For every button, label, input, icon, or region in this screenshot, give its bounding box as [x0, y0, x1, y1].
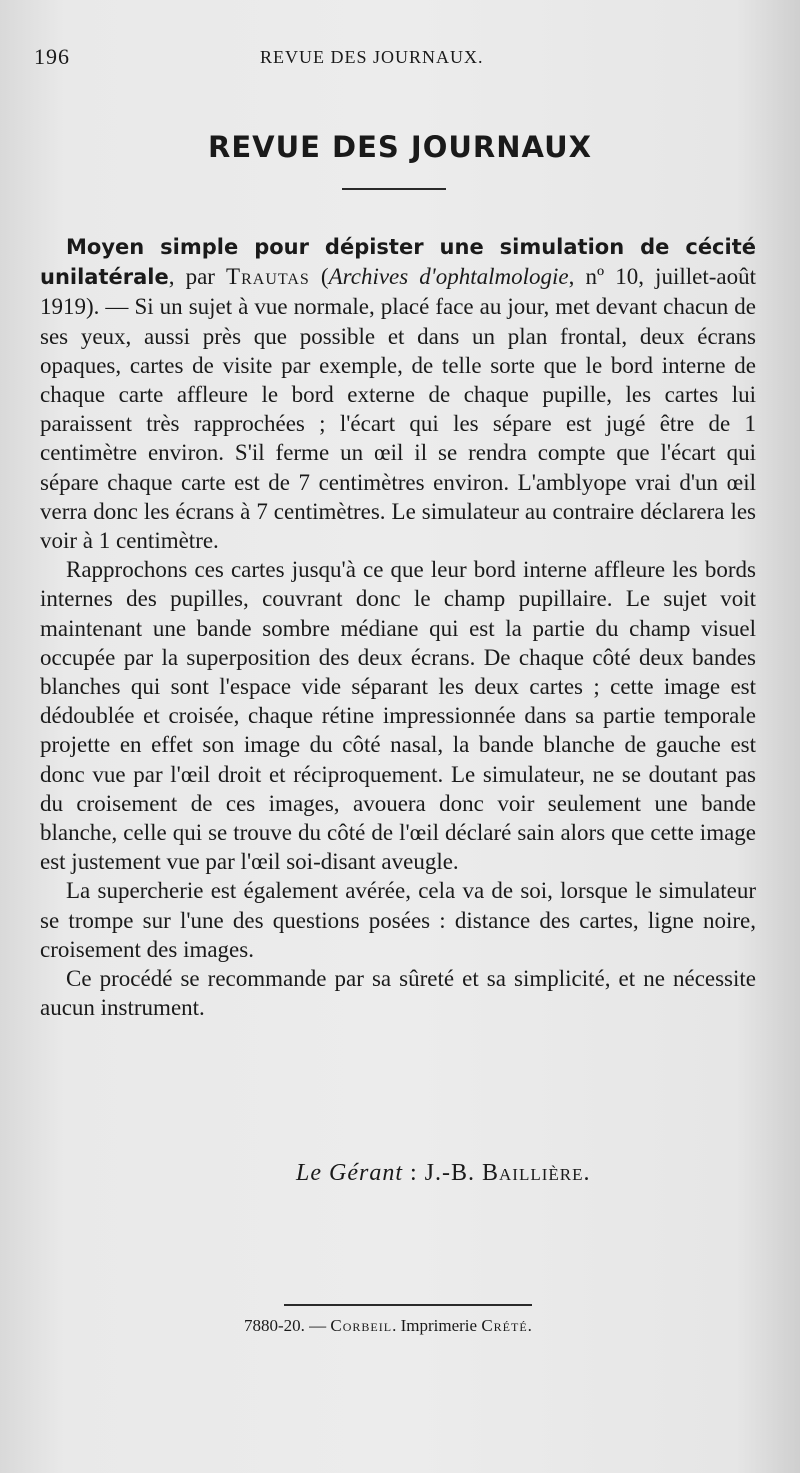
source-title: Archives d'ophtalmologie	[328, 264, 569, 290]
imprint-city: Corbeil	[330, 1316, 393, 1335]
paragraph-1	[40, 232, 756, 555]
signature	[296, 1160, 591, 1187]
article-heading: Moyen simple pour dépister une simulation de cécité unilatérale	[40, 235, 756, 290]
source-details: , nº 10, juillet-août 1919	[40, 264, 756, 320]
paragraph-3: La supercherie est également avérée, cela va de soi, lorsque le simulateur se trompe sur l'une des questions posées : distance des cartes, ligne noire, croisement des images.	[40, 878, 756, 962]
signature-separator: :	[403, 1160, 425, 1186]
paragraph-2: Rapprochons ces cartes jusqu'à ce que leur bord interne affleure les bords internes des pupilles, couvrant donc le champ pupillaire. Le sujet voit maintenant une bande sombre médiane qui est la partie du champ visuel occupée par la superposition des deux écrans. De chaque côté deux bandes blanches qui sont l'espace vide séparant les deux cartes ; cette image est dédoublée et croisée, chaque rétine impressionnée dans sa partie temporale projette en effet son image du côté nasal, la bande blanche de gauche est donc vue par l'œil droit et réciproquement. Le simulateur, ne se doutant pas du croisement de ces images, avouera donc voir seulement une bande blanche, celle qui se trouve du côté de l'œil déclaré sain alors que cette image est justement vue par l'œil soi-disant aveugle.	[40, 557, 756, 875]
imprint-code: 7880-20. —	[244, 1316, 331, 1335]
section-title: REVUE DES JOURNAUX	[208, 130, 592, 164]
title-divider	[342, 188, 446, 190]
running-title: REVUE DES JOURNAUX.	[260, 47, 484, 67]
footer-divider	[284, 1304, 532, 1306]
paragraph-4: Ce procédé se recommande par sa sûreté et sa simplicité, et ne nécessite aucun instrument.	[40, 966, 756, 1021]
article-body	[40, 232, 756, 1022]
byline-prefix: , par	[168, 264, 227, 290]
printer-imprint	[244, 1316, 533, 1336]
citation-open: (	[309, 264, 329, 290]
article-author: Trautas	[226, 264, 310, 290]
paragraph-1-text: ). — Si un sujet à vue normale, placé face au jour, met devant chacun de ses yeux, aussi près que possible et dans un plan frontal, deux écrans opaques, cartes de visite par exemple, de telle sorte que le bord interne de chaque carte affleure le bord externe de chaque pupille, les cartes lui paraissent très rapprochées ; l'écart qui les sépare est jugé être de 1 centimètre environ. S'il ferme un œil il se rendra compte que l'écart qui sépare chaque carte est de 7 centimètres environ. L'amblyope vrai d'un œil verra donc les écrans à 7 centimètres. Le simulateur au contraire déclarera les voir à 1 centimètre.	[40, 294, 756, 554]
page-number: 196	[34, 44, 70, 69]
signature-role: Le Gérant	[296, 1160, 403, 1186]
imprint-printer: . Imprimerie	[392, 1316, 482, 1335]
signature-name: J.-B. Baillière.	[424, 1160, 591, 1186]
imprint-printer-name: Crété.	[481, 1316, 533, 1335]
running-head	[34, 44, 774, 74]
